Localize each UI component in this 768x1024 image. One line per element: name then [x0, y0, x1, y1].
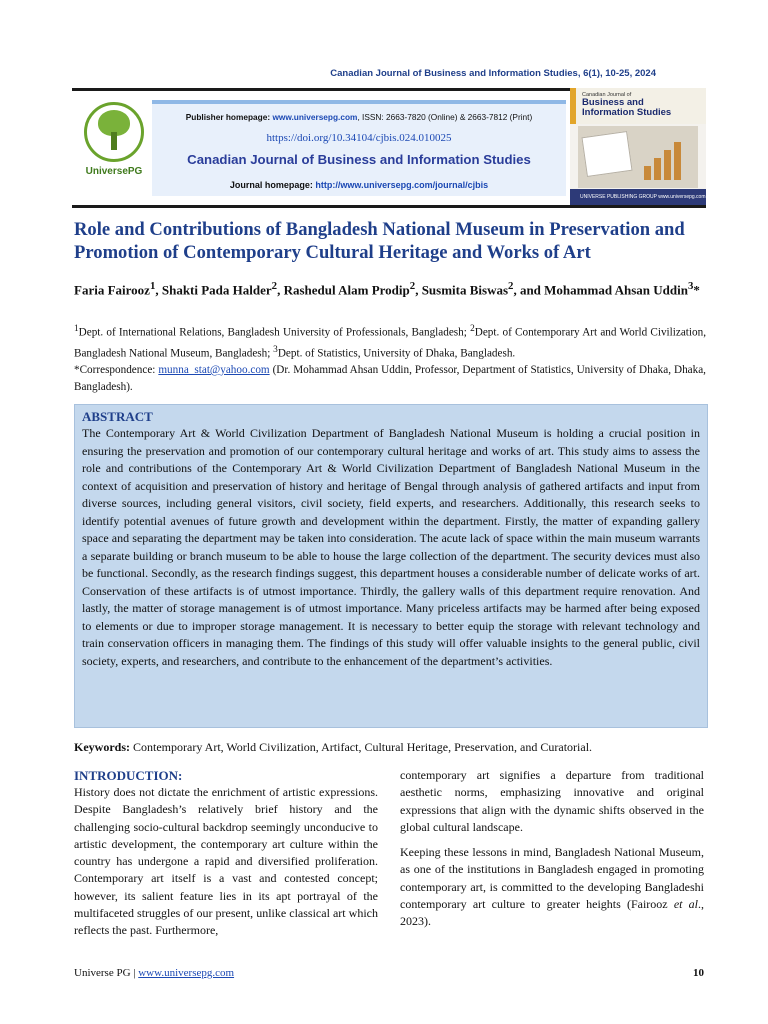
author-affiliation-number: 2: [409, 280, 416, 292]
author-list: Faria Fairooz$^1$, Shakti Pada Halder$^2$, Rashedul Alam Prodip$^2$, Susmita Biswas$^2$, and Mohammad Ahsan Uddin$^3$*: [74, 280, 700, 298]
doi-link[interactable]: https://doi.org/10.34104/cjbis.024.010025: [266, 132, 452, 144]
author-name: Rashedul Alam Prodip: [283, 282, 410, 298]
keywords: [74, 739, 706, 756]
cover-title: Business and Information Studies: [582, 97, 672, 118]
affiliation-number: 1: [74, 324, 79, 334]
footer-publisher: Universe PG | www.universepg.com: [74, 967, 235, 979]
logo-text: UniversePG: [85, 166, 143, 177]
keywords-text: Contemporary Art, World Civilization, Artifact, Cultural Heritage, Preservation, and Curatorial.: [130, 740, 593, 754]
affiliations: [74, 321, 706, 362]
masthead-bottom-rule: [72, 205, 706, 208]
cover-footer-text: UNIVERSE PUBLISHING GROUP www.universepg.com: [580, 194, 706, 200]
author-affiliation-number: 3: [687, 280, 694, 292]
abstract-heading: ABSTRACT: [82, 409, 153, 424]
publisher-line: [152, 112, 566, 122]
abstract-box: [74, 404, 708, 728]
journal-homepage-line: [152, 180, 566, 190]
publisher-logo: [80, 102, 148, 192]
issn-text: , ISSN: 2663-7820 (Online) & 2663-7812 (Print): [357, 112, 533, 122]
journal-citation: Canadian Journal of Business and Information Studies, 6(1), 10-25, 2024: [330, 68, 656, 79]
affiliation-text: Dept. of International Relations, Bangladesh University of Professionals, Bangladesh;: [78, 326, 471, 339]
publisher-label: Publisher homepage:: [185, 112, 271, 122]
page-number: 10: [693, 967, 704, 979]
masthead: [72, 88, 706, 208]
intro-paragraph-right-2: Keeping these lessons in mind, Bangladesh National Museum, as one of the institutions in Bangladesh engaged in promoting contemporary art, is committed to the developing Bangladeshi contemporary art culture to greater heights (Fairooz et al., 2023).: [400, 845, 704, 929]
author-affiliation-number: 2: [508, 280, 514, 292]
intro-paragraph-right-1: contemporary art signifies a departure from traditional aesthetic norms, emphasizing innovative and original expressions that align with the dynamic shifts observed in the global cultural landscape.: [400, 768, 704, 834]
author-affiliation-number: 1: [149, 280, 156, 292]
author-name: Susmita Biswas: [421, 282, 509, 298]
author-name: Shakti Pada Halder: [161, 282, 272, 298]
journal-home-label: Journal homepage:: [229, 180, 313, 190]
citation-et-al: et al: [673, 897, 698, 912]
affiliation-text: Dept. of Contemporary Art and World Civilization, Bangladesh National Museum, Bangladesh;: [74, 326, 706, 360]
affiliation-text: Dept. of Statistics, University of Dhaka, Bangladesh.: [277, 347, 516, 360]
journal-title: Canadian Journal of Business and Information Studies: [187, 152, 531, 167]
journal-cover-image: [570, 88, 706, 205]
masthead-info-panel: [152, 100, 566, 196]
introduction-heading: INTRODUCTION:: [74, 768, 183, 783]
author-name: Faria Fairooz: [74, 282, 150, 298]
journal-homepage-link[interactable]: http://www.universepg.com/journal/cjbis: [315, 180, 489, 190]
tree-logo-icon: [84, 102, 144, 162]
bar-chart-icon: [644, 140, 692, 180]
right-column: [400, 767, 704, 931]
document-icon: [581, 131, 632, 177]
intro-paragraph-left: History does not dictate the enrichment of artistic expressions. Despite Bangladesh’s relatively brief history and the challenging socio-cultural backdrop seemingly unconducive to artistic development, the contemporary art culture within the country has undergone a rapid and diversified proliferation. Contemporary art itself is a vast and contested concept; however, its salient feature lies in its apt portrayal of the multifaceted struggles of our present, unlike classical art which reflects the past. Furthermore,: [74, 785, 378, 938]
cover-small-text: Canadian Journal of: [582, 92, 632, 98]
abstract-text: The Contemporary Art & World Civilization Department of Bangladesh National Museum is holding a crucial position in ensuring the preservation and promotion of our contemporary cultural heritage and works of art. This study aims to assess the role and contributions of the Contemporary Art & World Civilization Department of Bangladesh National Museum in the context of acquisition and preservation of history and heritage of Bengal through analysis of gathered artifacts and input from diverse sources, including general visitors, civil society, field experts, and researchers. Additionally, this research seeks to identify potential avenues of future growth and development within the department. Firstly, the matter of expanding gallery space and separating the department may be taken into consideration. The acute lack of space within the main museum warrants a separate building or branch museum to be able to house the large collection of the department. The security devices must also be functional. Secondly, as the research findings suggest, this department houses a considerable number of delicate works of art. Conservation of these artifacts is of utmost importance. Thirdly, the gallery walls of this department require renovation. And lastly, the matter of storage management is of utmost importance. Many priceless artifacts may be harmed after being exposed to elements or due to improper storage management. It is necessary to better equip the storage with relevant technology and train conservation officers in managing them. The findings of this study will offer valuable insights to the general public, civil society, experts, and researchers, and contribute to the enhancement of the department’s activities.: [82, 426, 700, 668]
article-title: Role and Contributions of Bangladesh National Museum in Preservation and Promotion of Contemporary Cultural Heritage and Works of Art: [74, 219, 685, 263]
correspondence-email-link[interactable]: munna_stat@yahoo.com: [158, 364, 270, 376]
author-affiliation-number: 2: [271, 280, 278, 292]
affiliation-number: 2: [470, 324, 475, 334]
author-name: Mohammad Ahsan Uddin: [544, 282, 688, 298]
left-column: [74, 767, 378, 940]
keywords-label: Keywords:: [74, 740, 130, 754]
publisher-url-link[interactable]: www.universepg.com: [272, 112, 358, 122]
correspondence: [74, 362, 706, 396]
correspondence-label: *Correspondence:: [74, 364, 159, 376]
affiliation-number: 3: [273, 344, 278, 355]
correspondence-details: (Dr. Mohammad Ahsan Uddin, Professor, Department of Statistics, University of Dhaka, Dhaka, Bangladesh).: [74, 364, 706, 393]
footer-url-link[interactable]: www.universepg.com: [138, 967, 235, 979]
